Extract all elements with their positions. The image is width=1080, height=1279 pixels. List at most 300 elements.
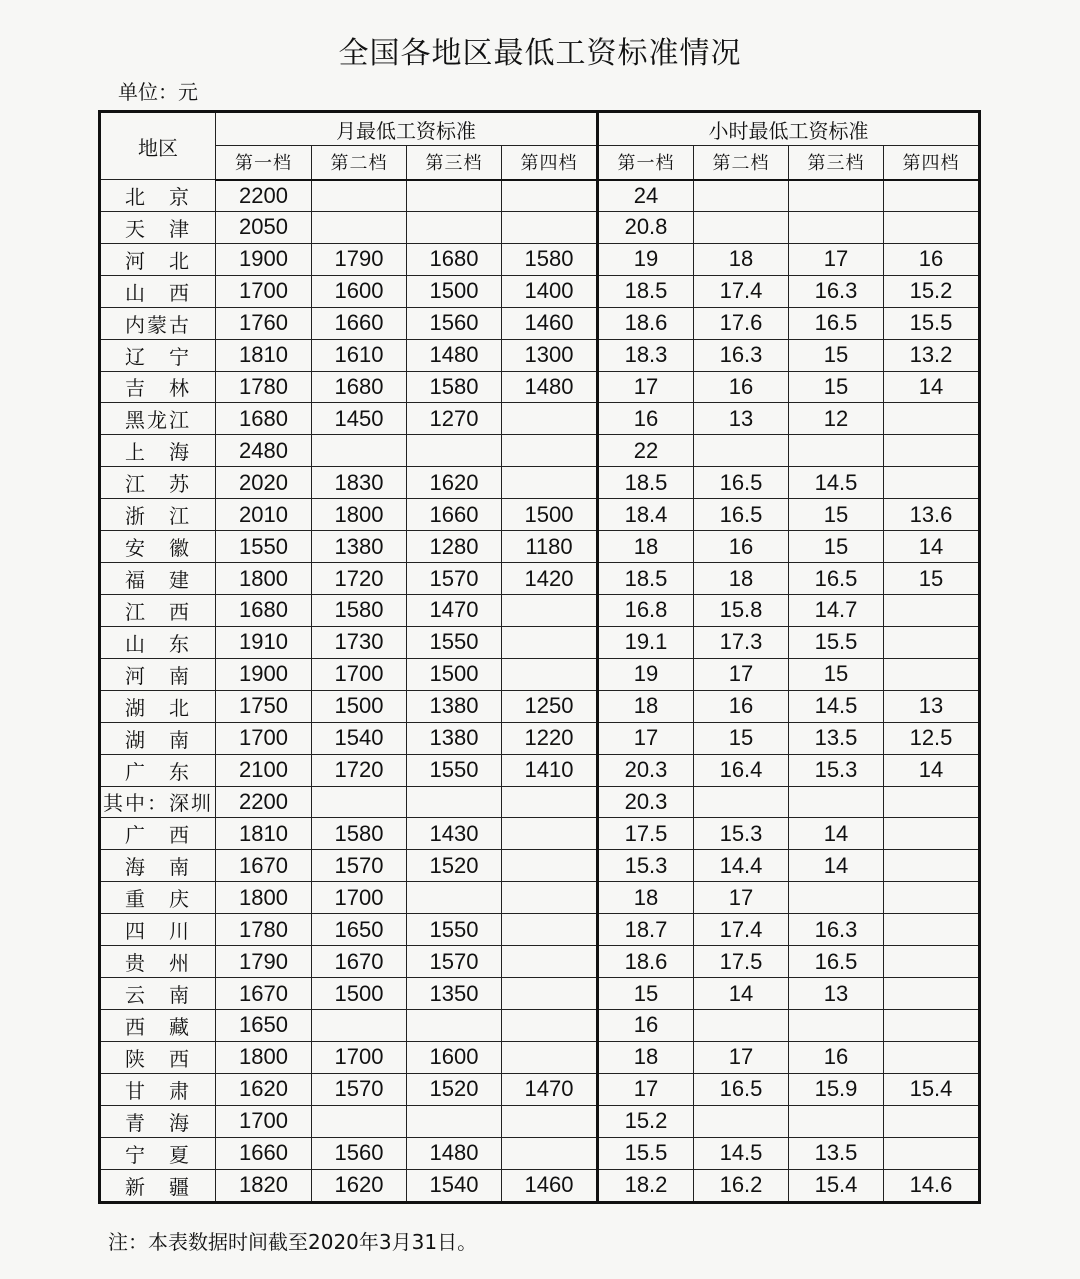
table-row: [100, 786, 980, 818]
hourly-level-2-cell: [694, 435, 789, 467]
table-row: [100, 722, 980, 754]
region-cell: 四 川: [100, 914, 216, 946]
table-row: [100, 978, 980, 1010]
hourly-level-2-cell: 17.4: [694, 914, 789, 946]
monthly-level-4-cell: 1300: [502, 339, 598, 371]
hourly-level-2-cell: 18: [694, 563, 789, 595]
region-cell: 宁 夏: [100, 1137, 216, 1169]
hourly-level-3-cell: 16.3: [789, 914, 884, 946]
monthly-level-2-cell: 1500: [312, 978, 407, 1010]
hourly-level-3-cell: 12: [789, 403, 884, 435]
hourly-level-4-cell: 14: [884, 371, 980, 403]
monthly-level-2-cell: 1620: [312, 1169, 407, 1202]
hourly-level-1-cell: 16: [598, 1009, 694, 1041]
monthly-level-3-cell: 1550: [407, 626, 502, 658]
hourly-level-2-cell: [694, 1009, 789, 1041]
hourly-level-4-cell: 14.6: [884, 1169, 980, 1202]
monthly-level-4-cell: 1470: [502, 1073, 598, 1105]
monthly-level-3-cell: 1280: [407, 531, 502, 563]
table-row: [100, 180, 980, 212]
table-row: [100, 371, 980, 403]
hourly-level-2-cell: 16.5: [694, 1073, 789, 1105]
region-cell: 吉 林: [100, 371, 216, 403]
hourly-level-2-cell: 17.3: [694, 626, 789, 658]
hourly-level-2-cell: 16.2: [694, 1169, 789, 1202]
monthly-level-4-cell: [502, 403, 598, 435]
hourly-level-2-cell: 16: [694, 371, 789, 403]
table-row: [100, 914, 980, 946]
monthly-level-4-cell: 1480: [502, 371, 598, 403]
table-row: [100, 275, 980, 307]
table-row: [100, 1009, 980, 1041]
table-row: [100, 1073, 980, 1105]
region-cell: 北 京: [100, 180, 216, 212]
hourly-level-4-cell: 15.2: [884, 275, 980, 307]
hourly-level-1-cell: 18.5: [598, 563, 694, 595]
unit-label: 单位：元: [118, 80, 198, 104]
hourly-level-3-cell: 14: [789, 850, 884, 882]
hourly-level-3-cell: 16.5: [789, 307, 884, 339]
header-monthly-level-1: 第一档: [216, 146, 312, 180]
hourly-level-1-cell: 17: [598, 1073, 694, 1105]
region-cell: 广 东: [100, 754, 216, 786]
region-cell: 河 南: [100, 658, 216, 690]
hourly-level-3-cell: 16.5: [789, 563, 884, 595]
hourly-level-2-cell: 15.8: [694, 594, 789, 626]
header-hourly-level-1: 第一档: [598, 146, 694, 180]
hourly-level-2-cell: 16: [694, 531, 789, 563]
region-cell: 新 疆: [100, 1169, 216, 1202]
monthly-level-1-cell: 2010: [216, 499, 312, 531]
table-row: [100, 1137, 980, 1169]
table-body: [100, 180, 980, 1203]
hourly-level-4-cell: [884, 467, 980, 499]
monthly-level-4-cell: [502, 467, 598, 499]
hourly-level-4-cell: [884, 1105, 980, 1137]
monthly-level-3-cell: 1560: [407, 307, 502, 339]
monthly-level-2-cell: 1570: [312, 1073, 407, 1105]
header-hourly-level-3: 第三档: [789, 146, 884, 180]
hourly-level-4-cell: [884, 180, 980, 212]
hourly-level-2-cell: 13: [694, 403, 789, 435]
region-cell: 江 苏: [100, 467, 216, 499]
hourly-level-2-cell: [694, 1105, 789, 1137]
monthly-level-3-cell: 1540: [407, 1169, 502, 1202]
monthly-level-1-cell: 1620: [216, 1073, 312, 1105]
hourly-level-1-cell: 18.2: [598, 1169, 694, 1202]
monthly-level-3-cell: [407, 786, 502, 818]
monthly-level-2-cell: 1790: [312, 243, 407, 275]
hourly-level-1-cell: 24: [598, 180, 694, 212]
monthly-level-2-cell: 1650: [312, 914, 407, 946]
region-cell: 海 南: [100, 850, 216, 882]
monthly-level-2-cell: 1670: [312, 946, 407, 978]
region-cell: 上 海: [100, 435, 216, 467]
hourly-level-3-cell: 13.5: [789, 1137, 884, 1169]
region-cell: 湖 南: [100, 722, 216, 754]
monthly-level-3-cell: [407, 1009, 502, 1041]
table-row: [100, 307, 980, 339]
monthly-level-2-cell: 1660: [312, 307, 407, 339]
monthly-level-3-cell: 1550: [407, 754, 502, 786]
table-row: [100, 435, 980, 467]
hourly-level-2-cell: 16.5: [694, 467, 789, 499]
hourly-level-2-cell: 16.5: [694, 499, 789, 531]
monthly-level-1-cell: 1550: [216, 531, 312, 563]
monthly-level-3-cell: 1600: [407, 1041, 502, 1073]
header-row-levels: [100, 146, 980, 180]
hourly-level-3-cell: 13: [789, 978, 884, 1010]
monthly-level-2-cell: 1720: [312, 563, 407, 595]
monthly-level-3-cell: 1520: [407, 1073, 502, 1105]
hourly-level-4-cell: [884, 211, 980, 243]
hourly-level-2-cell: 15.3: [694, 818, 789, 850]
hourly-level-2-cell: 17: [694, 658, 789, 690]
monthly-level-1-cell: 1660: [216, 1137, 312, 1169]
hourly-level-2-cell: 14: [694, 978, 789, 1010]
hourly-level-1-cell: 19.1: [598, 626, 694, 658]
monthly-level-1-cell: 1800: [216, 1041, 312, 1073]
region-cell: 西 藏: [100, 1009, 216, 1041]
hourly-level-4-cell: 13.6: [884, 499, 980, 531]
hourly-level-1-cell: 16: [598, 403, 694, 435]
page-title: 全国各地区最低工资标准情况: [338, 36, 742, 71]
table-row: [100, 594, 980, 626]
hourly-level-1-cell: 19: [598, 243, 694, 275]
wage-table: [98, 110, 981, 1204]
monthly-level-4-cell: 1580: [502, 243, 598, 275]
hourly-level-4-cell: [884, 626, 980, 658]
region-cell: 河 北: [100, 243, 216, 275]
monthly-level-4-cell: 1500: [502, 499, 598, 531]
monthly-level-1-cell: 2050: [216, 211, 312, 243]
monthly-level-4-cell: 1220: [502, 722, 598, 754]
hourly-level-3-cell: 15: [789, 339, 884, 371]
monthly-level-4-cell: 1460: [502, 307, 598, 339]
hourly-level-1-cell: 18: [598, 1041, 694, 1073]
monthly-level-1-cell: 1680: [216, 403, 312, 435]
monthly-level-1-cell: 1820: [216, 1169, 312, 1202]
hourly-level-3-cell: [789, 1009, 884, 1041]
monthly-level-3-cell: 1380: [407, 690, 502, 722]
hourly-level-3-cell: 16.3: [789, 275, 884, 307]
hourly-level-1-cell: 18: [598, 882, 694, 914]
monthly-level-4-cell: [502, 626, 598, 658]
hourly-level-2-cell: [694, 786, 789, 818]
hourly-level-1-cell: 22: [598, 435, 694, 467]
hourly-level-4-cell: [884, 850, 980, 882]
hourly-level-3-cell: [789, 882, 884, 914]
hourly-level-3-cell: [789, 786, 884, 818]
monthly-level-4-cell: [502, 435, 598, 467]
monthly-level-1-cell: 1750: [216, 690, 312, 722]
region-cell: 青 海: [100, 1105, 216, 1137]
region-cell: 黑龙江: [100, 403, 216, 435]
monthly-level-2-cell: 1450: [312, 403, 407, 435]
monthly-level-1-cell: 1700: [216, 1105, 312, 1137]
monthly-level-4-cell: [502, 1105, 598, 1137]
monthly-level-1-cell: 2100: [216, 754, 312, 786]
hourly-level-2-cell: 16: [694, 690, 789, 722]
monthly-level-2-cell: 1700: [312, 658, 407, 690]
hourly-level-1-cell: 20.8: [598, 211, 694, 243]
monthly-level-4-cell: 1420: [502, 563, 598, 595]
hourly-level-2-cell: 14.5: [694, 1137, 789, 1169]
hourly-level-1-cell: 18.4: [598, 499, 694, 531]
hourly-level-2-cell: 17: [694, 882, 789, 914]
monthly-level-2-cell: 1700: [312, 882, 407, 914]
monthly-level-4-cell: [502, 180, 598, 212]
header-monthly: 月最低工资标准: [216, 112, 598, 146]
table-row: [100, 690, 980, 722]
monthly-level-4-cell: [502, 1009, 598, 1041]
table-row: [100, 243, 980, 275]
monthly-level-3-cell: 1570: [407, 563, 502, 595]
table-row: [100, 1169, 980, 1202]
monthly-level-2-cell: [312, 435, 407, 467]
hourly-level-2-cell: 16.3: [694, 339, 789, 371]
hourly-level-1-cell: 18.5: [598, 275, 694, 307]
header-monthly-level-4: 第四档: [502, 146, 598, 180]
table-row: [100, 1041, 980, 1073]
hourly-level-1-cell: 15.2: [598, 1105, 694, 1137]
monthly-level-4-cell: [502, 211, 598, 243]
monthly-level-4-cell: 1410: [502, 754, 598, 786]
hourly-level-2-cell: 18: [694, 243, 789, 275]
hourly-level-1-cell: 15.5: [598, 1137, 694, 1169]
region-cell: 湖 北: [100, 690, 216, 722]
table-row: [100, 563, 980, 595]
monthly-level-2-cell: [312, 1105, 407, 1137]
monthly-level-4-cell: [502, 850, 598, 882]
hourly-level-1-cell: 18.6: [598, 946, 694, 978]
hourly-level-3-cell: 13.5: [789, 722, 884, 754]
monthly-level-1-cell: 1780: [216, 914, 312, 946]
header-hourly-level-2: 第二档: [694, 146, 789, 180]
hourly-level-3-cell: 15.3: [789, 754, 884, 786]
monthly-level-3-cell: 1660: [407, 499, 502, 531]
table-row: [100, 531, 980, 563]
monthly-level-4-cell: [502, 882, 598, 914]
monthly-level-3-cell: 1480: [407, 339, 502, 371]
hourly-level-3-cell: 17: [789, 243, 884, 275]
hourly-level-2-cell: 14.4: [694, 850, 789, 882]
hourly-level-4-cell: [884, 658, 980, 690]
hourly-level-3-cell: [789, 180, 884, 212]
region-cell: 浙 江: [100, 499, 216, 531]
region-cell: 贵 州: [100, 946, 216, 978]
hourly-level-2-cell: [694, 180, 789, 212]
monthly-level-2-cell: 1700: [312, 1041, 407, 1073]
hourly-level-1-cell: 18.3: [598, 339, 694, 371]
hourly-level-4-cell: [884, 435, 980, 467]
region-cell: 安 徽: [100, 531, 216, 563]
region-cell: 云 南: [100, 978, 216, 1010]
region-cell: 广 西: [100, 818, 216, 850]
table-row: [100, 946, 980, 978]
hourly-level-4-cell: 13.2: [884, 339, 980, 371]
monthly-level-2-cell: 1680: [312, 371, 407, 403]
monthly-level-4-cell: [502, 946, 598, 978]
monthly-level-3-cell: 1350: [407, 978, 502, 1010]
hourly-level-3-cell: 15: [789, 658, 884, 690]
hourly-level-4-cell: 13: [884, 690, 980, 722]
hourly-level-3-cell: 15.4: [789, 1169, 884, 1202]
monthly-level-3-cell: 1480: [407, 1137, 502, 1169]
hourly-level-1-cell: 19: [598, 658, 694, 690]
hourly-level-2-cell: [694, 211, 789, 243]
hourly-level-2-cell: 17.4: [694, 275, 789, 307]
hourly-level-1-cell: 18.7: [598, 914, 694, 946]
hourly-level-4-cell: [884, 594, 980, 626]
table-row: [100, 499, 980, 531]
hourly-level-3-cell: [789, 211, 884, 243]
monthly-level-2-cell: 1830: [312, 467, 407, 499]
monthly-level-1-cell: 1700: [216, 722, 312, 754]
region-cell: 江 西: [100, 594, 216, 626]
hourly-level-1-cell: 18.5: [598, 467, 694, 499]
table-row: [100, 211, 980, 243]
monthly-level-1-cell: 1800: [216, 563, 312, 595]
hourly-level-1-cell: 18: [598, 531, 694, 563]
monthly-level-4-cell: 1400: [502, 275, 598, 307]
hourly-level-3-cell: 15: [789, 371, 884, 403]
header-hourly-level-4: 第四档: [884, 146, 980, 180]
monthly-level-3-cell: [407, 211, 502, 243]
hourly-level-3-cell: 14: [789, 818, 884, 850]
monthly-level-3-cell: [407, 180, 502, 212]
region-cell: 天 津: [100, 211, 216, 243]
header-row-groups: [100, 112, 980, 146]
region-cell: 山 东: [100, 626, 216, 658]
hourly-level-1-cell: 15: [598, 978, 694, 1010]
monthly-level-1-cell: 1700: [216, 275, 312, 307]
monthly-level-3-cell: [407, 1105, 502, 1137]
header-monthly-level-2: 第二档: [312, 146, 407, 180]
monthly-level-4-cell: 1250: [502, 690, 598, 722]
monthly-level-2-cell: 1380: [312, 531, 407, 563]
hourly-level-4-cell: 14: [884, 754, 980, 786]
monthly-level-3-cell: 1430: [407, 818, 502, 850]
monthly-level-1-cell: 1790: [216, 946, 312, 978]
monthly-level-2-cell: 1580: [312, 818, 407, 850]
hourly-level-1-cell: 18: [598, 690, 694, 722]
monthly-level-4-cell: [502, 594, 598, 626]
monthly-level-2-cell: 1720: [312, 754, 407, 786]
header-hourly: 小时最低工资标准: [598, 112, 980, 146]
hourly-level-1-cell: 20.3: [598, 754, 694, 786]
monthly-level-3-cell: [407, 882, 502, 914]
monthly-level-2-cell: 1730: [312, 626, 407, 658]
hourly-level-4-cell: [884, 1009, 980, 1041]
hourly-level-2-cell: 17.5: [694, 946, 789, 978]
monthly-level-4-cell: [502, 658, 598, 690]
footnote: 注：本表数据时间截至2020年3月31日。: [108, 1230, 478, 1254]
region-cell: 福 建: [100, 563, 216, 595]
table-row: [100, 626, 980, 658]
monthly-level-3-cell: 1620: [407, 467, 502, 499]
monthly-level-2-cell: 1540: [312, 722, 407, 754]
table-row: [100, 658, 980, 690]
region-cell: 重 庆: [100, 882, 216, 914]
hourly-level-4-cell: 14: [884, 531, 980, 563]
header-region: 地区: [100, 112, 216, 180]
monthly-level-1-cell: 1810: [216, 818, 312, 850]
monthly-level-4-cell: [502, 1041, 598, 1073]
monthly-level-4-cell: 1460: [502, 1169, 598, 1202]
table-row: [100, 850, 980, 882]
hourly-level-4-cell: [884, 818, 980, 850]
hourly-level-4-cell: [884, 946, 980, 978]
hourly-level-4-cell: [884, 403, 980, 435]
table-row: [100, 339, 980, 371]
monthly-level-3-cell: [407, 435, 502, 467]
monthly-level-1-cell: 1650: [216, 1009, 312, 1041]
monthly-level-2-cell: [312, 180, 407, 212]
region-cell: 辽 宁: [100, 339, 216, 371]
hourly-level-4-cell: 16: [884, 243, 980, 275]
region-cell: 陕 西: [100, 1041, 216, 1073]
monthly-level-3-cell: 1680: [407, 243, 502, 275]
hourly-level-4-cell: [884, 786, 980, 818]
monthly-level-3-cell: 1270: [407, 403, 502, 435]
hourly-level-1-cell: 15.3: [598, 850, 694, 882]
hourly-level-3-cell: 16.5: [789, 946, 884, 978]
monthly-level-2-cell: 1570: [312, 850, 407, 882]
monthly-level-2-cell: 1560: [312, 1137, 407, 1169]
monthly-level-1-cell: 1780: [216, 371, 312, 403]
hourly-level-3-cell: 15.5: [789, 626, 884, 658]
monthly-level-1-cell: 1900: [216, 243, 312, 275]
table-row: [100, 882, 980, 914]
hourly-level-4-cell: 12.5: [884, 722, 980, 754]
monthly-level-2-cell: [312, 211, 407, 243]
monthly-level-1-cell: 1910: [216, 626, 312, 658]
table-row: [100, 818, 980, 850]
monthly-level-2-cell: 1500: [312, 690, 407, 722]
monthly-level-1-cell: 1800: [216, 882, 312, 914]
monthly-level-3-cell: 1500: [407, 275, 502, 307]
monthly-level-3-cell: 1470: [407, 594, 502, 626]
monthly-level-4-cell: [502, 818, 598, 850]
monthly-level-1-cell: 2020: [216, 467, 312, 499]
monthly-level-4-cell: [502, 786, 598, 818]
monthly-level-3-cell: 1520: [407, 850, 502, 882]
hourly-level-3-cell: [789, 435, 884, 467]
hourly-level-3-cell: 15.9: [789, 1073, 884, 1105]
monthly-level-4-cell: [502, 914, 598, 946]
hourly-level-3-cell: 14.7: [789, 594, 884, 626]
monthly-level-3-cell: 1550: [407, 914, 502, 946]
monthly-level-1-cell: 1810: [216, 339, 312, 371]
hourly-level-2-cell: 17: [694, 1041, 789, 1073]
monthly-level-1-cell: 1900: [216, 658, 312, 690]
monthly-level-1-cell: 1670: [216, 850, 312, 882]
monthly-level-3-cell: 1500: [407, 658, 502, 690]
region-cell: 甘 肃: [100, 1073, 216, 1105]
hourly-level-1-cell: 18.6: [598, 307, 694, 339]
monthly-level-3-cell: 1380: [407, 722, 502, 754]
hourly-level-3-cell: 14.5: [789, 467, 884, 499]
hourly-level-2-cell: 15: [694, 722, 789, 754]
monthly-level-1-cell: 2200: [216, 786, 312, 818]
hourly-level-4-cell: 15.4: [884, 1073, 980, 1105]
region-cell: 内蒙古: [100, 307, 216, 339]
hourly-level-1-cell: 17: [598, 722, 694, 754]
monthly-level-2-cell: 1800: [312, 499, 407, 531]
table-row: [100, 467, 980, 499]
monthly-level-4-cell: 1180: [502, 531, 598, 563]
